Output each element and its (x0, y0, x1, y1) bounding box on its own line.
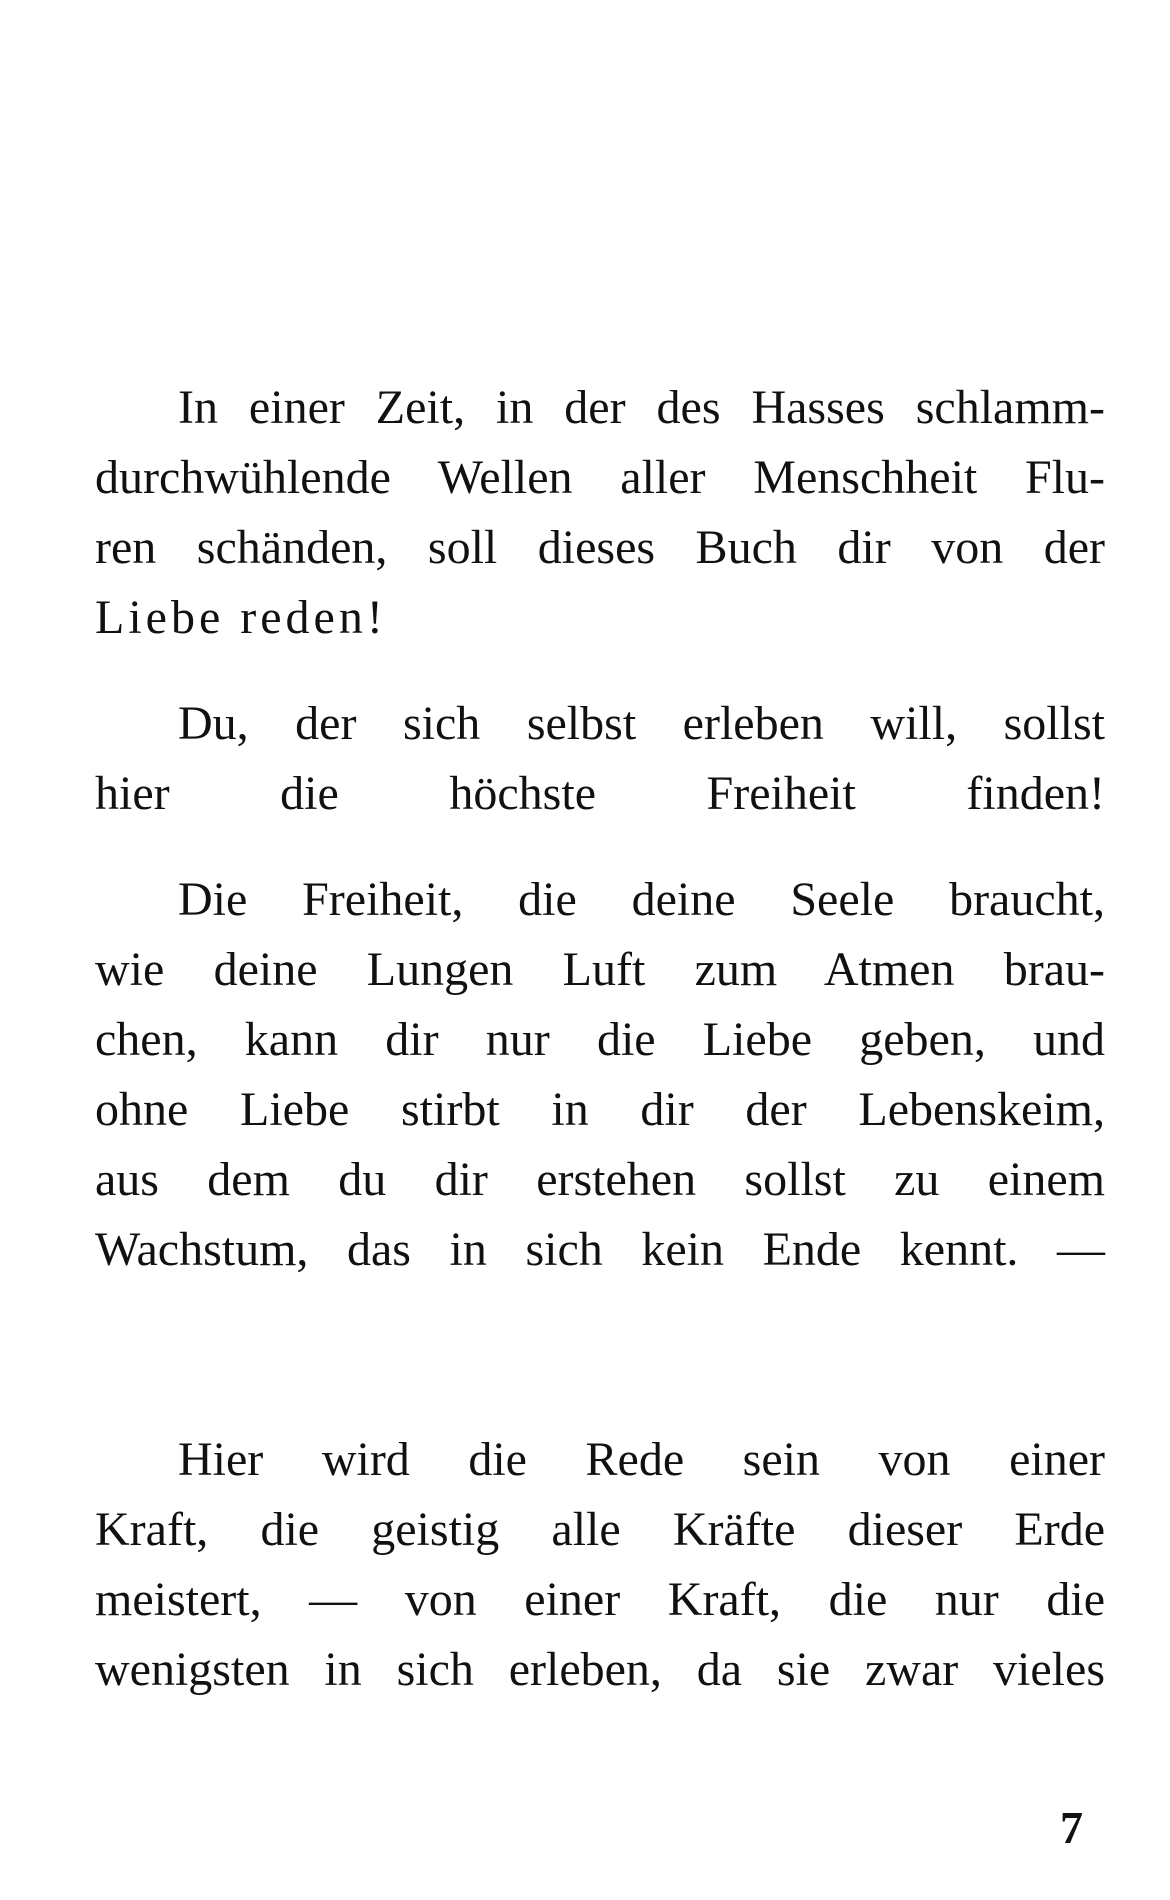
text-line: hier die höchste Freiheit finden! (95, 767, 1105, 820)
text-line: meistert, — von einer Kraft, die nur die (95, 1573, 1105, 1626)
text-line: Hier wird die Rede sein von einer (178, 1433, 1105, 1486)
text-line: Du, der sich selbst erleben will, sollst (178, 697, 1105, 750)
text-line: wie deine Lungen Luft zum Atmen brau- (95, 943, 1105, 996)
text-line: chen, kann dir nur die Liebe geben, und (95, 1013, 1105, 1066)
text-line: ren schänden, soll dieses Buch dir von der (95, 521, 1105, 574)
text-line: Kraft, die geistig alle Kräfte dieser Erde (95, 1503, 1105, 1556)
text-line: Die Freiheit, die deine Seele braucht, (178, 873, 1105, 926)
text-line: wenigsten in sich erleben, da sie zwar vieles (95, 1643, 1105, 1696)
text-line: ohne Liebe stirbt in dir der Lebenskeim, (95, 1083, 1105, 1136)
text-line: In einer Zeit, in der des Hasses schlamm- (178, 381, 1105, 434)
text-line: Wachstum, das in sich kein Ende kennt. — (95, 1223, 1105, 1276)
page-number: 7 (1060, 1802, 1083, 1853)
text-line: durchwühlende Wellen aller Menschheit Flu- (95, 451, 1105, 504)
text-line: aus dem du dir erstehen sollst zu einem (95, 1153, 1105, 1206)
text-line: Liebe reden! (95, 591, 387, 644)
